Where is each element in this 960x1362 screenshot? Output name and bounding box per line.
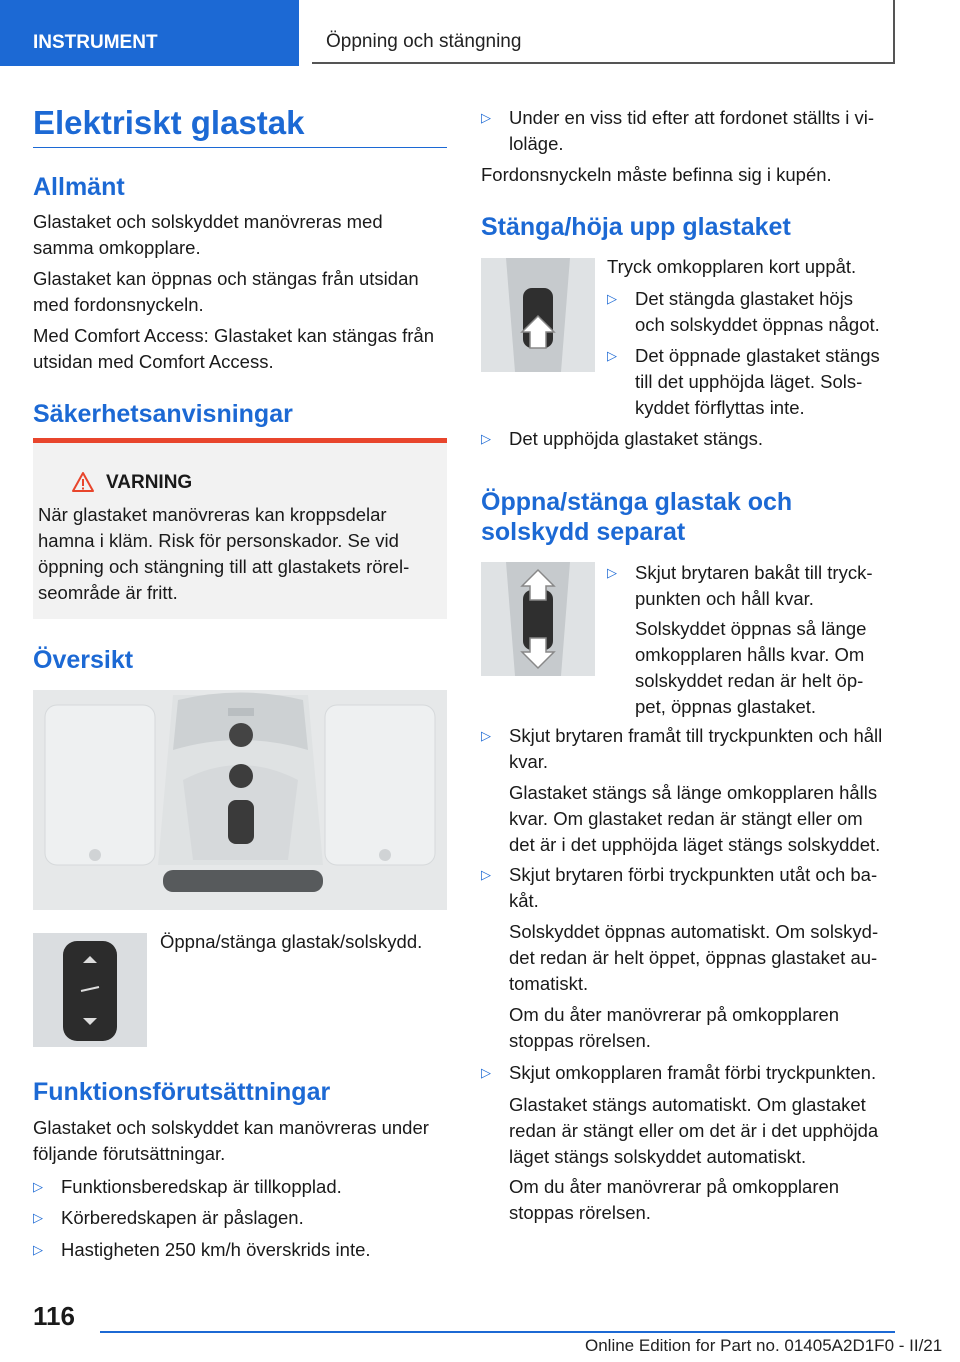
bullet-triangle-icon: ▷: [33, 1210, 43, 1225]
heading-close: Stänga/höja upp glastaket: [481, 213, 791, 241]
sep-bullet-4-detail-1: Glastaket stängs automatiskt. Om glastaket redan är stängt eller om det är i det upphöjda läget stängs solskyddet automatiskt.: [509, 1094, 879, 1167]
func-bullet-2: ▷ Körberedskapen är påslagen.: [33, 1205, 447, 1231]
bullet-triangle-icon: ▷: [607, 565, 617, 580]
bullet-triangle-icon: ▷: [607, 348, 617, 363]
page-number: 116: [33, 1301, 75, 1331]
bullet-triangle-icon: ▷: [481, 867, 491, 882]
close-intro: Tryck omkopplaren kort uppåt.: [607, 256, 857, 277]
warning-text: När glastaket manövreras kan kroppsdelar hamna i kläm. Risk för personskador. Se vid öppning och stängning till att glastakets rörel- seområde är fritt.: [38, 504, 410, 603]
sep-bullet-3-detail-1: Solskyddet öppnas automatiskt. Om solskyd- det redan är helt öppet, öppnas glastaket au- tomatiskt.: [509, 921, 879, 994]
switch-close-image: [481, 258, 595, 372]
heading-allmant: Allmänt: [33, 173, 125, 201]
sep-bullet-1: ▷ Skjut brytaren bakåt till tryck- punkten och håll kvar.: [607, 562, 873, 609]
sep-bullet-4: ▷ Skjut omkopplaren framåt förbi tryckpunkten.: [481, 1060, 895, 1086]
roof-console-image: [33, 690, 447, 910]
title-rule: [33, 147, 447, 148]
heading-func: Funktionsförutsättningar: [33, 1078, 331, 1106]
warning-triangle-icon: [71, 471, 95, 493]
heading-separate: Öppna/stänga glastak och solskydd separat: [481, 488, 793, 546]
allmant-p2: Glastaket kan öppnas och stängas från utsidan med fordonsnyckeln.: [33, 268, 419, 315]
edition-note: Online Edition for Part no. 01405A2D1F0 - II/21: [585, 1336, 943, 1355]
key-note: Fordonsnyckeln måste befinna sig i kupén.: [481, 164, 832, 185]
footer-rule: [100, 1331, 895, 1333]
close-bullet-2: ▷ Det öppnade glastaket stängs till det upphöjda läget. Sols- kyddet förflyttas inte.: [607, 345, 880, 418]
bullet-triangle-icon: ▷: [33, 1179, 43, 1194]
heading-safety: Säkerhetsanvisningar: [33, 400, 293, 428]
bullet-triangle-icon: ▷: [33, 1242, 43, 1257]
close-bullet-1: ▷ Det stängda glastaket höjs och solskyddet öppnas något.: [607, 288, 880, 335]
page-title: Elektriskt glastak: [33, 104, 305, 141]
func-intro: Glastaket och solskyddet kan manövreras under följande förutsättningar.: [33, 1117, 429, 1164]
bullet-triangle-icon: ▷: [607, 291, 617, 306]
close-bullet-3: ▷ Det upphöjda glastaket stängs.: [481, 426, 895, 452]
func-bullet-1: ▷ Funktionsberedskap är tillkopplad.: [33, 1174, 447, 1200]
sep-bullet-2: ▷ Skjut brytaren framåt till tryckpunkten och håll kvar.: [481, 725, 883, 772]
sep-bullet-4-detail-2: Om du åter manövrerar på omkopplaren stoppas rörelsen.: [509, 1176, 840, 1223]
overview-caption: Öppna/stänga glastak/solskydd.: [160, 931, 423, 952]
section-tab: INSTRUMENT: [0, 0, 299, 66]
warning-box: [33, 438, 447, 619]
roof-switch-image: [33, 933, 147, 1047]
sep-bullet-2-detail: Glastaket stängs så länge omkopplaren hålls kvar. Om glastaket redan är stängt eller om det är i det upphöjda läget stängs solskyddet.: [509, 782, 881, 855]
allmant-p3: Med Comfort Access: Glastaket kan stängas från utsidan med Comfort Access.: [33, 325, 435, 372]
func-bullet-3: ▷ Hastigheten 250 km/h överskrids inte.: [33, 1237, 447, 1263]
sep-bullet-1-detail: Solskyddet öppnas så länge omkopplaren hålls kvar. Om solskyddet redan är helt öp- pet, öppnas glastaket.: [635, 618, 867, 717]
sep-bullet-3: ▷ Skjut brytaren förbi tryckpunkten utåt och ba- kåt.: [481, 864, 878, 911]
bullet-triangle-icon: ▷: [481, 728, 491, 743]
heading-oversikt: Översikt: [33, 646, 134, 674]
bullet-triangle-icon: ▷: [481, 1065, 491, 1080]
warning-label: VARNING: [106, 472, 193, 493]
bullet-triangle-icon: ▷: [481, 110, 491, 125]
sep-bullet-3-detail-2: Om du åter manövrerar på omkopplaren stoppas rörelsen.: [509, 1004, 840, 1051]
chapter-title: Öppning och stängning: [312, 0, 895, 64]
allmant-p1: Glastaket och solskyddet manövreras med samma omkopplare.: [33, 211, 383, 258]
switch-separate-image: [481, 562, 595, 676]
cont-bullet: ▷ Under en viss tid efter att fordonet ställts i vi- loläge.: [481, 107, 875, 154]
bullet-triangle-icon: ▷: [481, 431, 491, 446]
